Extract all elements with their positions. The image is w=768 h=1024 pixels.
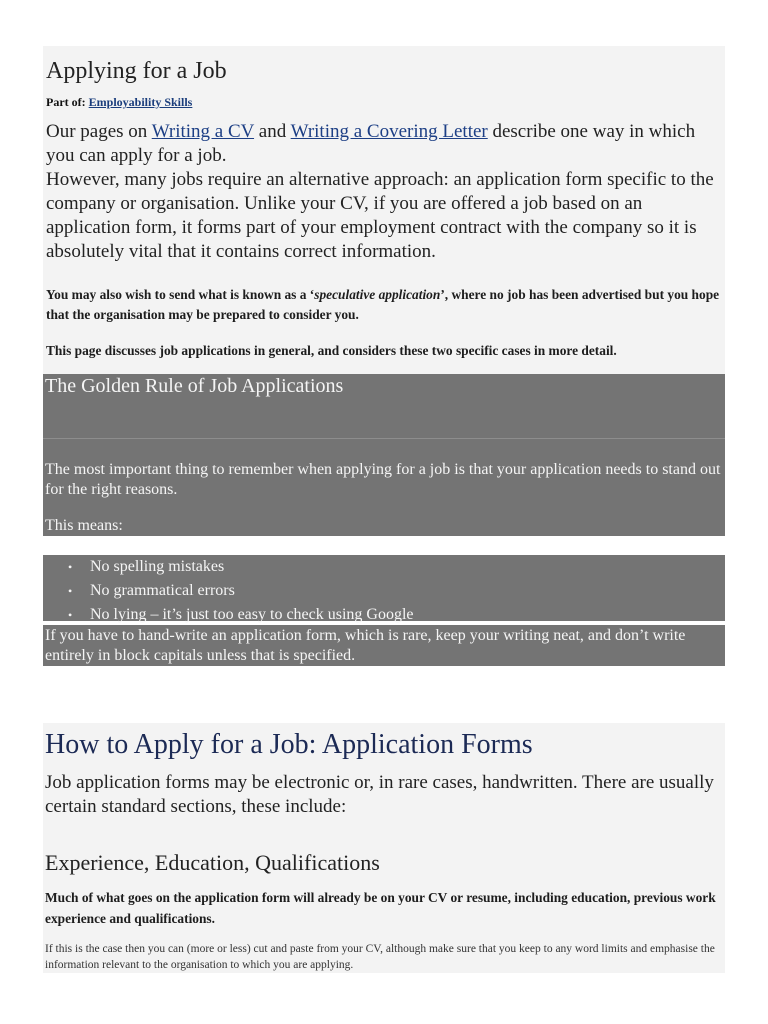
divider (43, 438, 725, 439)
writing-cv-link[interactable]: Writing a CV (151, 121, 255, 142)
speculative-paragraph (46, 285, 726, 325)
employability-skills-link[interactable]: Employability Skills (88, 95, 193, 109)
list-item: • No lying – it’s just too easy to check using Google (43, 603, 725, 627)
list-item: • No grammatical errors (43, 579, 725, 603)
writing-covering-letter-link[interactable]: Writing a Covering Letter (290, 121, 488, 142)
page-title: Applying for a Job (46, 58, 227, 84)
intro-text-3: describe one way in which you can apply for a job. (46, 121, 696, 166)
intro-text-4: However, many jobs require an alternative approach: an application form specific to the company or organisation. Unlike your CV, if you are offered a job based on an application form, it forms part of your employment contract with the company so it is absolutely vital that it contains correct information. (46, 169, 714, 262)
handwrite-box (43, 625, 725, 666)
application-forms-panel (43, 723, 725, 973)
golden-rule-title: The Golden Rule of Job Applications (45, 375, 344, 397)
subsection-paragraph: If this is the case then you can (more or less) cut and paste from your CV, although make sure that you keep to any word limits and emphasise the information relevant to the organisation to which you are applying. (45, 943, 715, 971)
handwrite-paragraph: If you have to hand-write an application form, which is rare, keep your writing neat, and don’t write entirely in block capitals unless that is specified. (45, 627, 686, 664)
this-means-label: This means: (45, 517, 123, 534)
golden-rule-list (43, 555, 725, 627)
part-of-breadcrumb (46, 95, 192, 110)
intro-paragraph (46, 120, 726, 264)
golden-rule-box (43, 374, 725, 536)
part-of-label: Part of: (46, 95, 89, 109)
golden-rule-list-box (43, 555, 725, 621)
section-title: How to Apply for a Job: Application Forms (45, 729, 533, 760)
subsection-bold-paragraph: Much of what goes on the application form will already be on your CV or resume, including education, previous work experience and qualifications. (45, 890, 716, 926)
speculative-emphasis: speculative application (314, 287, 441, 302)
intro-text-1: Our pages on (46, 121, 152, 142)
subsection-title: Experience, Education, Qualifications (45, 850, 380, 875)
section-intro: Job application forms may be electronic or, in rare cases, handwritten. There are usually certain standard sections, these include: (45, 772, 714, 817)
list-item: • No spelling mistakes (43, 555, 725, 579)
intro-panel (43, 46, 725, 374)
golden-rule-paragraph: The most important thing to remember when applying for a job is that your application needs to stand out for the right reasons. (45, 461, 721, 498)
speculative-text-2: ’, where no job has been advertised but you hope that the organisation may be prepared to consider you. (46, 287, 720, 322)
intro-text-2: and (254, 121, 291, 142)
discuss-paragraph: This page discusses job applications in general, and considers these two specific cases in more detail. (46, 343, 617, 358)
speculative-text-1: You may also wish to send what is known as a ‘ (46, 287, 315, 302)
